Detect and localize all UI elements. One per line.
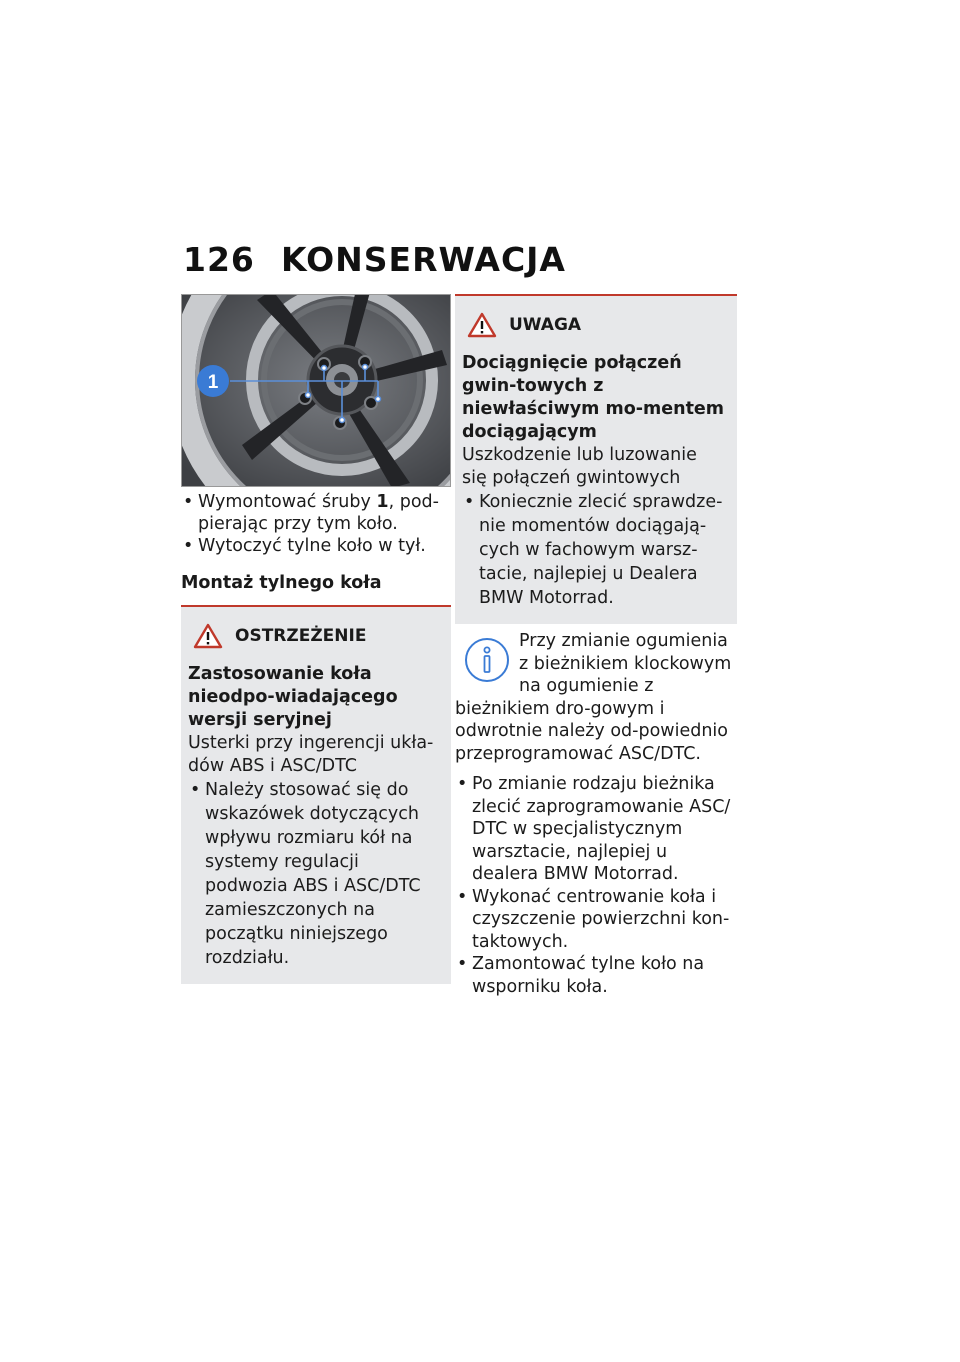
- removal-steps: [181, 491, 451, 557]
- warning-text: Usterki przy ingerencji ukła-dów ABS i ASC/DTC: [188, 733, 434, 776]
- warning-title: Zastosowanie koła nieodpo-wiadającego wersji seryjnej: [188, 664, 398, 730]
- warning-bullets: [188, 778, 441, 970]
- chapter-title: KONSERWACJA: [281, 240, 566, 279]
- info-text: Przy zmianie ogumienia z bieżnikiem klockowym na ogumienie z bieżnikiem dro-gowym i odwrotnie należy od-powiednio przeprogramować ASC/DTC.: [455, 631, 732, 764]
- caution-bullets: [462, 490, 727, 610]
- list-item: • Zamontować tylne koło na wsporniku koła.: [455, 953, 737, 998]
- list-item: • Po zmianie rodzaju bieżnika zlecić zaprogramowanie ASC/ DTC w specjalistycznym warsztacie, najlepiej u dealera BMW Motorrad.: [455, 773, 737, 886]
- list-item: • Należy stosować się do wskazówek dotyczących wpływu rozmiaru kół na systemy regulacji podwozia ABS i ASC/DTC zamieszczonych na początku niniejszego rozdziału.: [188, 778, 441, 970]
- caution-label: UWAGA: [509, 315, 582, 335]
- wheel-illustration: [182, 295, 451, 487]
- installation-steps: [455, 773, 737, 998]
- info-note: [455, 630, 737, 765]
- caution-box: [455, 294, 737, 624]
- warning-box: [181, 605, 451, 984]
- caution-triangle-icon: [467, 312, 497, 338]
- right-column: [455, 294, 737, 998]
- caution-text: Uszkodzenie lub luzowanie się połączeń gwintowych: [462, 445, 697, 488]
- warning-header: [188, 623, 441, 649]
- caution-header: [462, 312, 727, 338]
- caution-title: Dociągnięcie połączeń gwin-towych z niewłaściwym mo-mentem dociągającym: [462, 353, 725, 442]
- warning-triangle-icon: [193, 623, 223, 649]
- left-column: [181, 294, 451, 984]
- list-item: • Wytoczyć tylne koło w tył.: [181, 535, 451, 557]
- wheel-photo: [181, 294, 451, 487]
- list-item: • Wymontować śruby 1, pod-pierając przy tym koło.: [181, 491, 451, 535]
- page-number: 126: [183, 240, 255, 279]
- info-icon: [463, 636, 511, 684]
- warning-label: OSTRZEŻENIE: [235, 626, 367, 646]
- callout-1: 1: [207, 372, 219, 393]
- list-item: • Wykonać centrowanie koła i czyszczenie powierzchni kon-taktowych.: [455, 886, 737, 954]
- section-subheading: Montaż tylnego koła: [181, 573, 382, 593]
- page-heading: [183, 240, 566, 279]
- list-item: • Koniecznie zlecić sprawdze-nie momentów dociągają-cych w fachowym warsz-tacie, najlepiej u Dealera BMW Motorrad.: [462, 490, 727, 610]
